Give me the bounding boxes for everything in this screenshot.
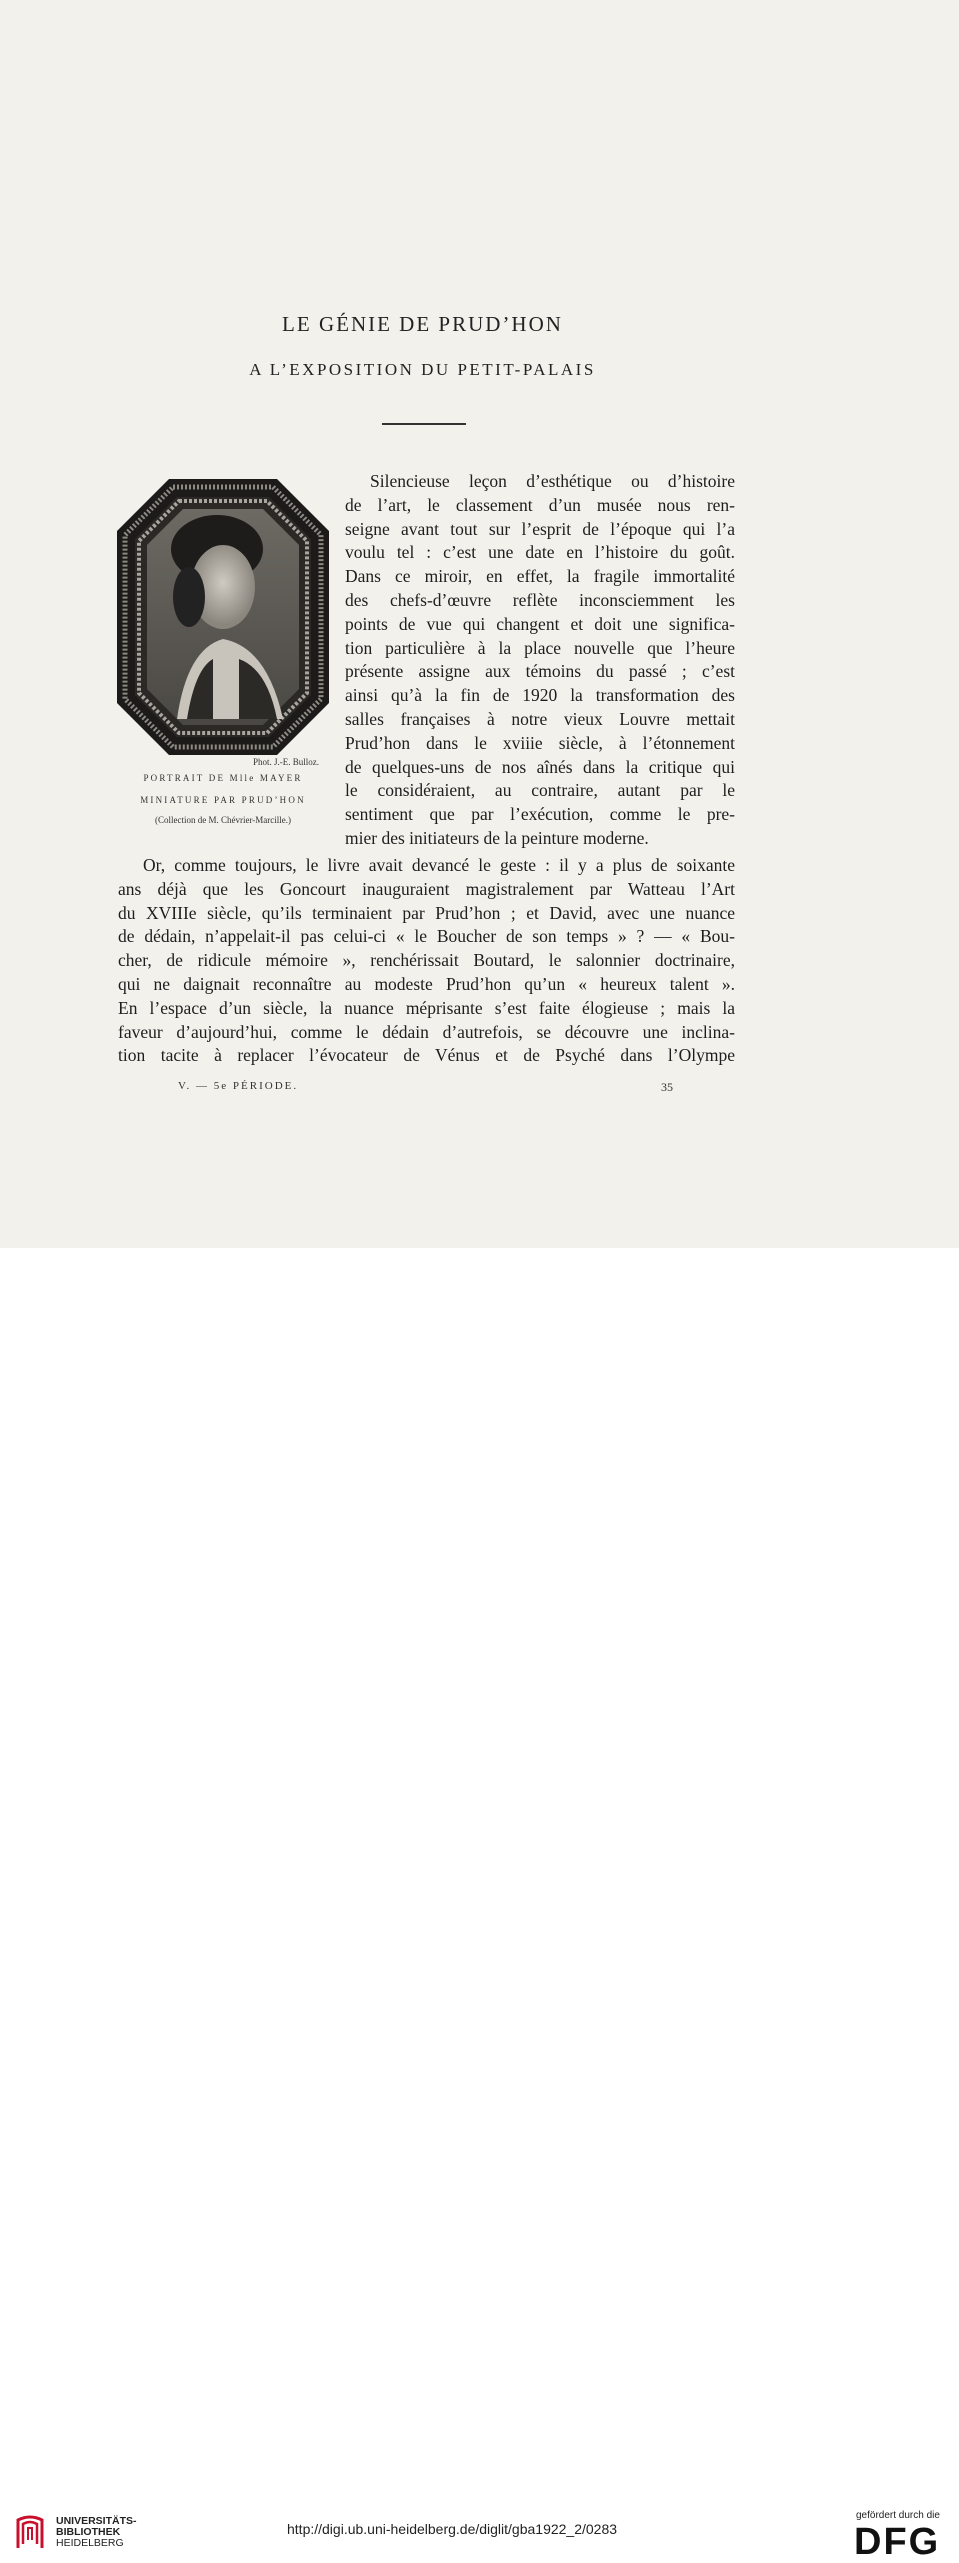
library-name-line: UNIVERSITÄTS- bbox=[56, 2515, 137, 2527]
text-line: des chefs-d’œuvre reflète inconsciemment les bbox=[345, 589, 735, 610]
library-name-line: HEIDELBERG bbox=[56, 2537, 124, 2549]
text-line: Dans ce miroir, en effet, la fragile immortalité bbox=[345, 566, 735, 587]
text-line: Or, comme toujours, le livre avait devancé le geste : il y a plus de soixante bbox=[143, 855, 735, 875]
university-library-logo-icon[interactable] bbox=[14, 2512, 46, 2552]
text-line: voulu tel : c’est une date en l’histoire du goût. bbox=[345, 542, 735, 563]
text-line: ans déjà que les Goncourt inauguraient magistralement par Watteau l’Art bbox=[118, 878, 735, 899]
text-line: sentiment que par l’exécution, comme le pre- bbox=[345, 804, 735, 825]
digitization-bar bbox=[0, 1248, 959, 2563]
funding-note: gefördert durch die bbox=[856, 2510, 940, 2521]
text-line: En l’espace d’un siècle, la nuance méprisante s’est faite élogieuse ; mais la bbox=[118, 997, 735, 1018]
title-divider bbox=[382, 423, 466, 425]
library-name-line: BIBLIOTHEK bbox=[56, 2526, 121, 2538]
figure-caption-subtitle: MINIATURE PAR PRUD’HON bbox=[140, 795, 306, 805]
text-line: présente assigne aux témoins du passé ; c’est bbox=[345, 661, 735, 682]
text-line: de l’art, le classement d’un musée nous ren- bbox=[345, 494, 735, 515]
dfg-logo[interactable]: DFG bbox=[854, 2521, 941, 2563]
article-title: LE GÉNIE DE PRUD’HON bbox=[282, 312, 563, 336]
text-line: Silencieuse leçon d’esthétique ou d’histoire bbox=[370, 471, 735, 491]
article-subtitle: A L’EXPOSITION DU PETIT-PALAIS bbox=[249, 360, 596, 379]
figure-caption-title: PORTRAIT DE Mlle MAYER bbox=[143, 773, 303, 783]
text-line: salles françaises à notre vieux Louvre mettait bbox=[345, 708, 735, 729]
text-line: cher, de ridicule mémoire », renchérissait Boutard, le salonnier doctrinaire, bbox=[118, 950, 735, 971]
text-line: mier des initiateurs de la peinture moderne. bbox=[345, 827, 649, 848]
text-line: points de vue qui changent et doit une significa- bbox=[345, 613, 735, 634]
paragraph-1 bbox=[345, 470, 735, 851]
text-line: tion tacite à replacer l’évocateur de Vénus et de Psyché dans l’Olympe bbox=[118, 1045, 735, 1066]
library-name[interactable] bbox=[56, 2516, 137, 2549]
permalink-url[interactable]: http://digi.ub.uni-heidelberg.de/diglit/gba1922_2/0283 bbox=[287, 2521, 618, 2537]
text-line: Prud’hon dans le xviiie siècle, à l’étonnement bbox=[345, 732, 735, 753]
text-line: de quelques-uns de nos aînés dans la critique qui bbox=[345, 756, 735, 777]
text-line: seigne avant tout sur l’esprit de l’époque qui l’a bbox=[345, 518, 735, 539]
text-line: de dédain, n’appelait-il pas celui-ci « le Boucher de son temps » ? — « Bou- bbox=[118, 926, 735, 947]
text-line: du XVIIIe siècle, qu’ils terminaient par Prud’hon ; et David, avec une nuance bbox=[118, 902, 735, 923]
page-number: 35 bbox=[661, 1080, 673, 1094]
scanned-page bbox=[0, 0, 959, 1248]
footer-period: V. — 5e PÉRIODE. bbox=[178, 1080, 299, 1092]
text-line: qui ne daignait reconnaître au modeste Prud’hon qu’un « heureux talent ». bbox=[118, 973, 735, 994]
text-line: le considéraient, au contraire, autant par le bbox=[345, 780, 735, 801]
paragraph-2 bbox=[118, 854, 735, 1068]
figure-caption-collection: (Collection de M. Chévrier-Marcille.) bbox=[154, 815, 292, 825]
text-line: ainsi qu’à la fin de 1920 la transformation des bbox=[345, 685, 735, 706]
photo-credit: Phot. J.-E. Bulloz. bbox=[252, 757, 319, 767]
portrait-miniature-image bbox=[117, 479, 329, 755]
text-line: faveur d’aujourd’hui, comme le dédain d’autrefois, se découvre une inclina- bbox=[118, 1021, 735, 1042]
text-line: tion particulière à la place nouvelle que l’heure bbox=[345, 637, 735, 658]
